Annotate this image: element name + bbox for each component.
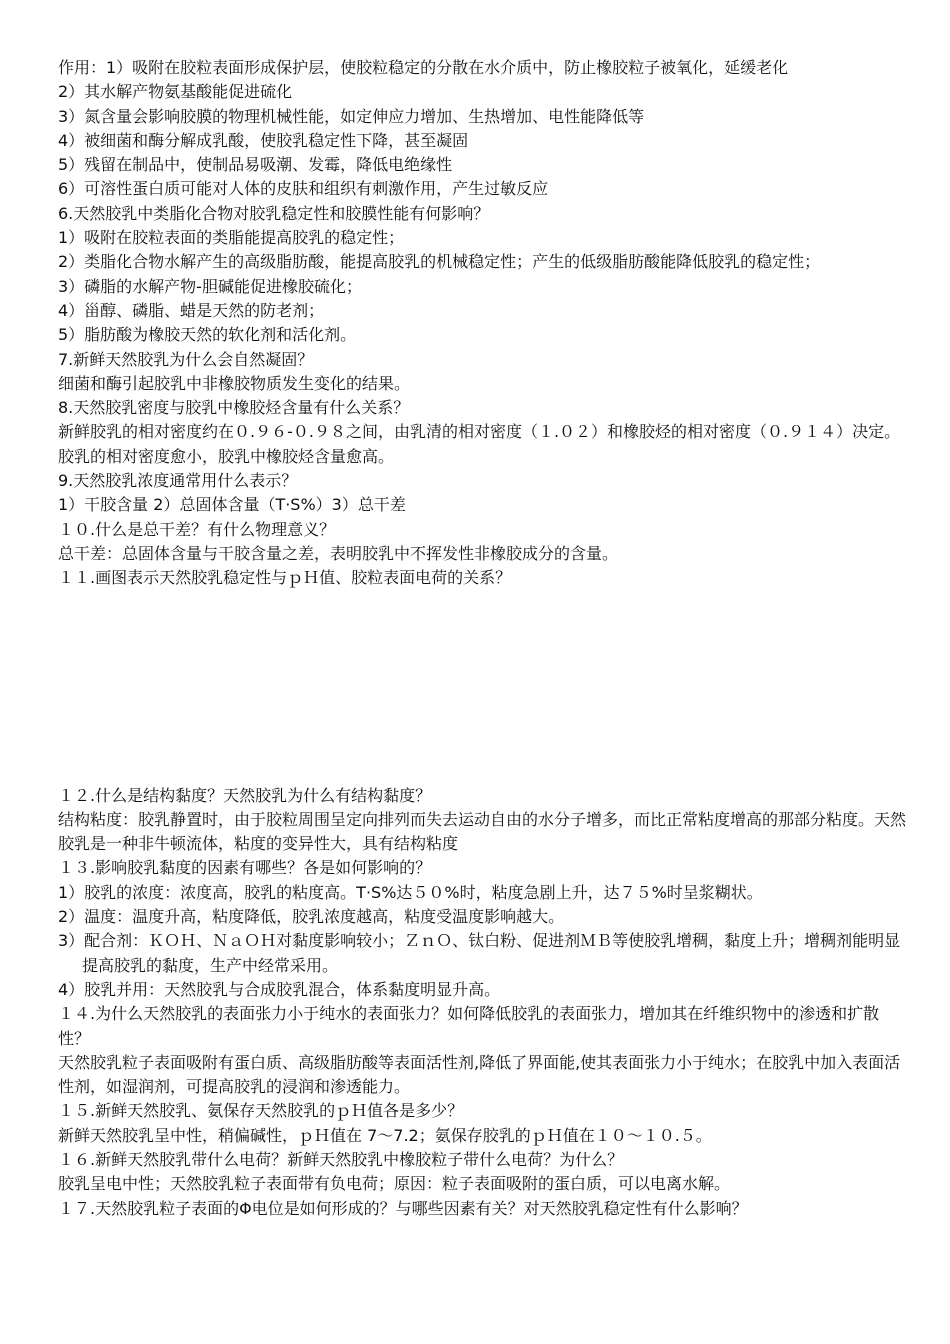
answer-9: 1）干胶含量 2）总固体含量（T·S%）3）总干差 [58, 495, 406, 515]
document-body [58, 56, 908, 1221]
list-item: 5）脂肪酸为橡胶天然的软化剂和活化剂。 [58, 325, 357, 345]
list-item: 2）类脂化合物水解产生的高级脂肪酸，能提高胶乳的机械稳定性；产生的低级脂肪酸能降低胶乳的稳定性； [58, 252, 821, 272]
list-item: 1）胶乳的浓度：浓度高，胶乳的粘度高。T·S%达５０%时，粘度急剧上升，达７５%时呈浆糊状。 [58, 882, 763, 902]
answer-14: 天然胶乳粒子表面吸附有蛋白质、高级脂肪酸等表面活性剂,降低了界面能,使其表面张力小于纯水；在胶乳中加入表面活性剂，如湿润剂，可提高胶乳的浸润和渗透能力。 [58, 1052, 901, 1097]
answer-16: 胶乳呈电中性；天然胶乳粒子表面带有负电荷；原因：粒子表面吸附的蛋白质，可以电离水解。 [58, 1174, 731, 1194]
paragraph-protein-function: 作用：1）吸附在胶粒表面形成保护层，使胶粒稳定的分散在水介质中，防止橡胶粒子被氧化，延缓老化 [58, 58, 789, 77]
answer-15: 新鲜天然胶乳呈中性，稍偏碱性，ｐＨ值在 7～7.2；氨保存胶乳的ｐＨ值在１０～１０.５。 [58, 1125, 712, 1145]
question-14: １４.为什么天然胶乳的表面张力小于纯水的表面张力？如何降低胶乳的表面张力，增加其在纤维织物中的渗透和扩散性？ [58, 1004, 880, 1048]
list-item: 2）温度：温度升高，粘度降低，胶乳浓度越高，粘度受温度影响越大。 [58, 907, 565, 927]
question-11: １１.画图表示天然胶乳稳定性与ｐＨ值、胶粒表面电荷的关系？ [58, 568, 512, 588]
list-item: 5）残留在制品中，使制品易吸潮、发霉，降低电绝缘性 [58, 155, 453, 175]
answer-8: 新鲜胶乳的相对密度约在０.９６-０.９８之间，由乳清的相对密度（１.０２）和橡胶烃的相对密度（０.９１４）决定。胶乳的相对密度愈小，胶乳中橡胶烃含量愈高。 [58, 422, 901, 466]
figure-placeholder [58, 591, 908, 784]
list-item: 2）其水解产物氨基酸能促进硫化 [58, 82, 293, 102]
list-item: 1）吸附在胶粒表面的类脂能提高胶乳的稳定性； [58, 228, 405, 248]
answer-7: 细菌和酶引起胶乳中非橡胶物质发生变化的结果。 [58, 373, 411, 393]
list-item: 4）被细菌和酶分解成乳酸，使胶乳稳定性下降，甚至凝固 [58, 130, 469, 150]
list-item: 6）可溶性蛋白质可能对人体的皮肤和组织有刺激作用，产生过敏反应 [58, 179, 549, 199]
list-item: 3）氮含量会影响胶膜的物理机械性能，如定伸应力增加、生热增加、电性能降低等 [58, 106, 645, 126]
question-16: １６.新鲜天然胶乳带什么电荷？新鲜天然胶乳中橡胶粒子带什么电荷？为什么？ [58, 1149, 624, 1169]
question-7: 7.新鲜天然胶乳为什么会自然凝固？ [58, 349, 314, 369]
question-8: 8.天然胶乳密度与胶乳中橡胶烃含量有什么关系？ [58, 398, 410, 418]
question-6: 6.天然胶乳中类脂化合物对胶乳稳定性和胶膜性能有何影响？ [58, 203, 490, 223]
list-item: 3）配合剂：ＫＯＨ、ＮａＯＨ对黏度影响较小；ＺｎＯ、钛白粉、促进剂ＭＢ等使胶乳增稠，黏度上升；增稠剂能明显提高胶乳的黏度，生产中经常采用。 [58, 931, 901, 975]
list-item: 3）磷脂的水解产物-胆碱能促进橡胶硫化； [58, 276, 362, 296]
question-13: １３.影响胶乳黏度的因素有哪些？各是如何影响的？ [58, 858, 432, 878]
list-item: 4）胶乳并用：天然胶乳与合成胶乳混合，体系黏度明显升高。 [58, 979, 501, 999]
question-10: １０.什么是总干差？有什么物理意义？ [58, 519, 336, 539]
answer-12: 结构粘度：胶乳静置时，由于胶粒周围呈定向排列而失去运动自由的水分子增多，而比正常粘度增高的那部分粘度。天然胶乳是一种非牛顿流体，粘度的变异性大，具有结构粘度 [58, 809, 907, 854]
list-item: 4）甾醇、磷脂、蜡是天然的防老剂； [58, 300, 325, 320]
question-17: １７.天然胶乳粒子表面的Φ电位是如何形成的？与哪些因素有关？对天然胶乳稳定性有什么影响？ [58, 1198, 748, 1218]
question-15: １５.新鲜天然胶乳、氨保存天然胶乳的ｐＨ值各是多少？ [58, 1101, 464, 1121]
question-12: １２.什么是结构黏度？天然胶乳为什么有结构黏度？ [58, 785, 432, 805]
answer-10: 总干差：总固体含量与干胶含量之差，表明胶乳中不挥发性非橡胶成分的含量。 [58, 543, 619, 563]
question-9: 9.天然胶乳浓度通常用什么表示？ [58, 471, 298, 491]
